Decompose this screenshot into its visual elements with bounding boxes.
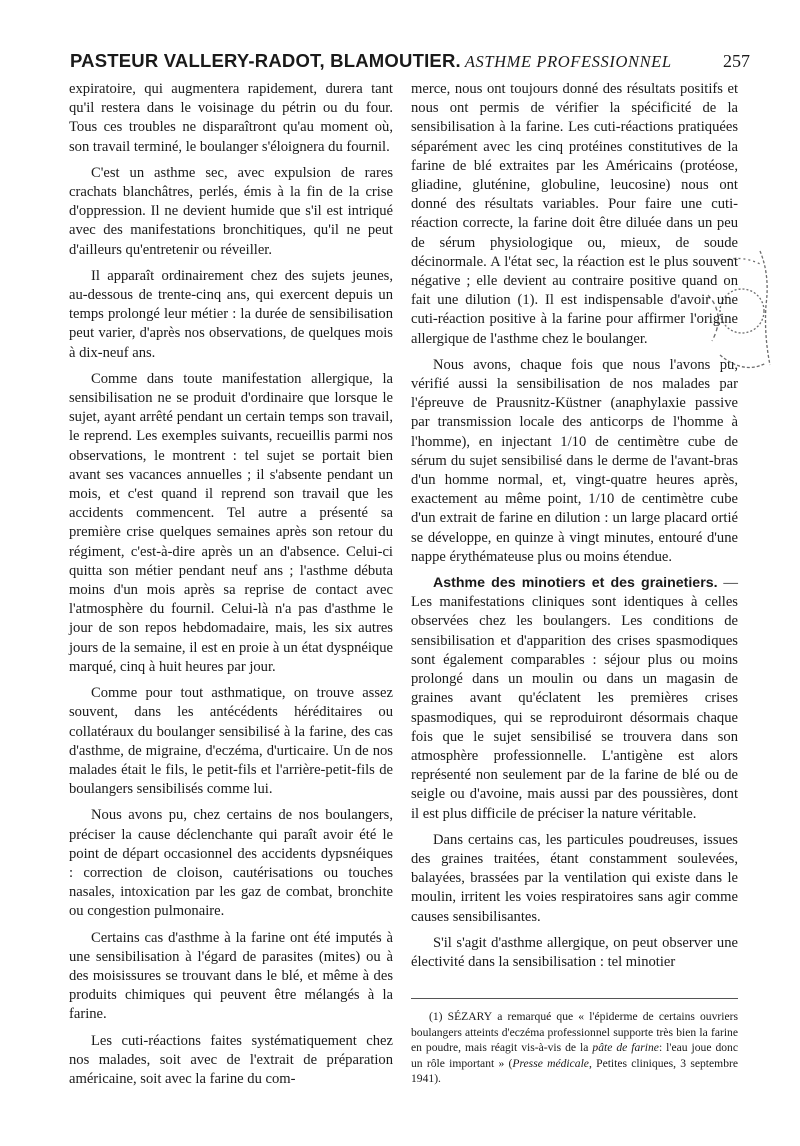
right-column	[411, 80, 738, 979]
paragraph: expiratoire, qui augmentera rapidement, durera tant qu'il restera dans le voisinage du pétrin ou du four. Tous ces troubles ne disparaîtront qu'au moment où, son travail terminé, le boulanger s'éloignera du fournil.	[69, 81, 393, 155]
footnote	[411, 998, 738, 1087]
footnote-text	[411, 1009, 738, 1087]
header-title: ASTHME PROFESSIONNEL	[464, 52, 672, 71]
library-stamp	[700, 245, 772, 385]
paragraph: C'est un asthme sec, avec expulsion de rares crachats blanchâtres, perlés, émis à la fin de la crise d'oppression. Il ne devient humide que s'il est intriqué avec des manifestations bronchitiques, qu'il ne peut d'ailleurs qu'entretenir ou réveiller.	[69, 164, 393, 258]
section-subheading: Asthme des minotiers et des grainetiers.	[433, 575, 718, 592]
footnote-italic: pâte de farine	[592, 1041, 659, 1054]
paragraph-body: — Les manifestations cliniques sont identiques à celles observées chez les boulangers. Les conditions de sensibilisation et d'apparition des crises spasmodiques sont également comparables : séjour plus ou moins prolongé dans un moulin ou dans un magasin de graines avant qu'éclatent les premières crises spasmodiques, qui se reproduiront désormais chaque fois que le sujet sensibilisé se trouvera dans son atmosphère professionnelle. L'antigène est alors représenté non seulement par de la farine de blé ou de seigle ou d'avoine, mais aussi par des poussières, dont il est plus difficile de préciser la nature véritable.	[411, 575, 738, 822]
paragraph: Dans certains cas, les particules poudreuses, issues des graines traitées, étant constamment soulevées, balayées, brassées par la ventilation qui existe dans le moulin, irritent les voies respiratoires sans agir comme causes sensibilisantes.	[411, 831, 738, 925]
paragraph: Comme dans toute manifestation allergique, la sensibilisation ne se produit d'ordinaire que lorsque le sujet, ayant arrêté pendant un certain temps son travail, le reprend. Les exemples suivants, recueillis parmi nos observations, le montrent : tel sujet se portait bien avant ses vacances annuelles ; il s'absente pendant un mois, et c'est quand il reprend son travail que les accidents commencent. Tel autre a présenté sa première crise quelques semaines après son retour du régiment, c'est-à-dire après un an d'absence. Celui-ci quitta son métier pendant neuf ans ; l'asthme débuta moins d'un mois après sa reprise de contact avec l'atmosphère du fournil. Celui-là n'a pas d'asthme le jour de son repos hebdomadaire, mais, les six autres jours de la semaine, il est en proie à un état dyspnéique marqué, cinq à huit heures par jour.	[69, 370, 393, 675]
paragraph: merce, nous ont toujours donné des résultats positifs et nous ont permis de vérifier la spécificité de la sensibilisation à la farine. Les cuti-réactions pratiquées séparément avec les cinq protéines constitutives de la farine de blé extraites par les Américains (protéose, gliadine, gluténine, globuline, leucosine) nous ont donné des résultats variables. Pour faire une cuti-réaction correcte, la farine doit être diluée dans un peu de sérum physiologique ou, mieux, de soude décinormale. A l'état sec, la réaction est le plus souvent négative ; elle devient au contraire positive quand on fait une dilution (1). Il est indispensable d'avoir une cuti-réaction positive à la farine pour affirmer l'origine allergique de l'asthme chez le boulanger.	[411, 81, 738, 347]
footnote-part: : l'eau joue donc un rôle important » (	[411, 1041, 738, 1070]
page-number: 257	[723, 51, 750, 71]
paragraph: Nous avons, chaque fois que nous l'avons pu, vérifié aussi la sensibilisation de nos malades par l'épreuve de Prausnitz-Küstner (anaphylaxie passive par transmission locale des anticorps de l'homme à l'homme), en injectant 1/10 de centimètre cube de sérum du sujet sensibilisé dans le derme de l'avant-bras d'un homme normal, et, vingt-quatre heures après, exactement au même point, 1/10 de centimètre cube d'un extrait de farine en dilution : un large placard ortié se développe, en quinze à vingt minutes, entouré d'une nappe érythémateuse plus ou moins étendue.	[411, 356, 738, 565]
paragraph: Nous avons pu, chez certains de nos boulangers, préciser la cause déclenchante qui paraît avoir été le point de départ occasionnel des accidents dypsnéiques : correction de cloison, cautérisations ou touches nasales, intoxication par les gaz de combat, bronchite ou congestion pulmonaire.	[69, 807, 393, 920]
footnote-part: , Petites cliniques, 3 septembre 1941).	[411, 1056, 738, 1085]
footnote-part: a remarqué que « l'épiderme de certains ouvriers boulangers atteints d'eczéma professionnel supporte très bien la farine en poudre, mais réagit vis-à-vis de la	[411, 1010, 738, 1054]
paragraph: Certains cas d'asthme à la farine ont été imputés à une sensibilisation à l'égard de parasites (mites) ou à des moisissures se trouvant dans le blé, et même à des produits chimiques qui peuvent être mélangés à la farine.	[69, 929, 393, 1023]
header-authors: PASTEUR VALLERY-RADOT, BLAMOUTIER.	[70, 50, 461, 71]
footnote-marker: (1)	[429, 1010, 448, 1023]
paragraph-with-subhead	[411, 574, 738, 824]
footnote-italic: Presse médicale	[512, 1056, 589, 1070]
paragraph: Il apparaît ordinairement chez des sujets jeunes, au-dessous de trente-cinq ans, qui exercent depuis un temps prolongé leur métier : la durée de sensibilisation peut varier, d'après nos observations, de quelques mois à dix-neuf ans.	[69, 267, 393, 361]
left-column	[69, 80, 393, 1096]
paragraph: S'il s'agit d'asthme allergique, on peut observer une électivité dans la sensibilisation : tel minotier	[411, 934, 738, 970]
running-header	[70, 50, 750, 78]
paragraph: Les cuti-réactions faites systématiquement chez nos malades, soit avec de l'extrait de préparation américaine, soit avec la farine du com-	[69, 1032, 393, 1087]
footnote-author: SÉZARY	[447, 1010, 493, 1023]
paragraph: Comme pour tout asthmatique, on trouve assez souvent, dans les antécédents héréditaires ou collatéraux du boulanger sensibilisé à la farine, des cas d'asthme, de migraine, d'eczéma, d'urticaire. Un de nos malades était le fils, le petit-fils et l'arrière-petit-fils de boulangers sensibilisés comme lui.	[69, 685, 393, 798]
